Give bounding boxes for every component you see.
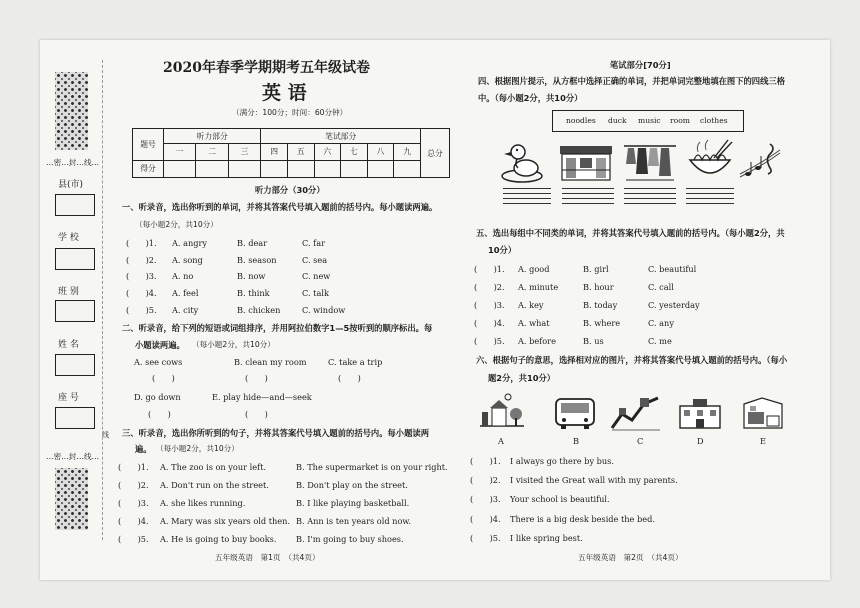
exam-meta: （满分：100分；时间：60分钟）: [232, 108, 348, 117]
score-cell[interactable]: [228, 160, 261, 177]
name-input-box[interactable]: [55, 354, 95, 376]
sentence-a: A. The zoo is on your left.: [160, 462, 267, 472]
answer-bracket[interactable]: ( )1.: [126, 238, 157, 248]
sentence-b: B. The supermarket is on your right.: [296, 462, 448, 472]
option-a: A. city: [172, 305, 199, 315]
answer-bracket[interactable]: ( )3.: [474, 300, 505, 310]
score-label: 得分: [133, 160, 164, 177]
sentence-a: A. Don't run on the street.: [160, 480, 269, 490]
option-b: B. girl: [583, 264, 609, 274]
answer-bracket[interactable]: ( )5.: [118, 534, 149, 544]
great-wall-picture: [610, 394, 662, 432]
order-blank[interactable]: ( ): [148, 409, 171, 419]
score-cell[interactable]: [196, 160, 228, 177]
q1-title: 一、听录音，选出你听到的单词，并将其答案代号填入题前的括号内。每小题读两遍。: [122, 202, 438, 212]
subject-title: 英 语: [262, 82, 307, 104]
question-number: 四: [261, 144, 288, 160]
exam-title: 2020年春季学期期考五年级试卷: [163, 60, 370, 76]
county-label: 县(市): [58, 180, 84, 190]
decorative-pattern: [55, 72, 88, 150]
option-b: B. hour: [583, 282, 614, 292]
question-number: 六: [314, 144, 341, 160]
seal-line-char: 线: [102, 431, 109, 439]
word-option: clothes: [700, 116, 728, 125]
sentence-b: B. Don't play on the street.: [296, 480, 408, 490]
clothing-store-picture: [558, 142, 614, 182]
option-c: C. yesterday: [648, 300, 700, 310]
sentence-b: B. I like playing basketball.: [296, 498, 410, 508]
answer-bracket[interactable]: ( )4.: [118, 516, 149, 526]
word-option: room: [670, 116, 690, 125]
option-a: A. no: [172, 271, 194, 281]
sentence-a: A. she likes running.: [160, 498, 246, 508]
answer-bracket[interactable]: ( )4.: [470, 514, 501, 524]
question-number: 七: [341, 144, 368, 160]
answer-bracket[interactable]: ( )1.: [474, 264, 505, 274]
phrase: C. take a trip: [328, 357, 383, 367]
option-a: A. angry: [172, 238, 208, 248]
q3-title-cont: 遍。: [135, 444, 152, 454]
name-label: 姓 名: [58, 340, 79, 350]
duck-picture: [500, 138, 550, 184]
order-blank[interactable]: ( ): [245, 409, 268, 419]
bus-picture: [553, 396, 597, 430]
phrase: D. go down: [134, 392, 181, 402]
option-c: C. window: [302, 305, 346, 315]
picture-label: A: [498, 436, 504, 446]
option-b: B. dear: [237, 238, 268, 248]
answer-bracket[interactable]: ( )3.: [126, 271, 157, 281]
option-b: B. season: [237, 255, 277, 265]
option-c: C. any: [648, 318, 674, 328]
picture-label: B: [573, 436, 580, 446]
answer-bracket[interactable]: ( )1.: [470, 456, 501, 466]
clothes-rack-picture: [622, 140, 678, 182]
q6-title: 六、根据句子的意思，选择相对应的图片，并将其答案代号填入题前的括号内。（每小: [476, 355, 788, 365]
option-b: B. chicken: [237, 305, 281, 315]
phrase: A. see cows: [134, 357, 183, 367]
answer-bracket[interactable]: ( )2.: [470, 475, 501, 485]
option-c: C. beautiful: [648, 264, 697, 274]
answer-bracket[interactable]: ( )5.: [470, 533, 501, 543]
sentence-b: B. I'm going to buy shoes.: [296, 534, 404, 544]
word-option: noodles: [566, 116, 596, 125]
seal-line-bottom: …密…封…线…: [46, 452, 100, 461]
answer-bracket[interactable]: ( )4.: [474, 318, 505, 328]
q4-title: 四、根据图片提示，从方框中选择正确的单词，并把单词完整地填在图下的四线三格: [478, 76, 785, 86]
option-a: A. feel: [172, 288, 199, 298]
option-c: C. far: [302, 238, 326, 248]
q5-title: 五、选出每组中不同类的单词，并将其答案代号填入题前的括号内。（每小题2分，共: [476, 228, 785, 238]
noodles-picture: [684, 138, 736, 184]
seat-input-box[interactable]: [55, 407, 95, 429]
sentence-b: B. Ann is ten years old now.: [296, 516, 412, 526]
answer-bracket[interactable]: ( )2.: [118, 480, 149, 490]
sentence-a: A. Mary was six years old then.: [160, 516, 291, 526]
answer-bracket[interactable]: ( )3.: [470, 494, 501, 504]
answer-bracket[interactable]: ( )2.: [126, 255, 157, 265]
option-a: A. minute: [518, 282, 559, 292]
music-notes-picture: [738, 140, 782, 182]
school-picture: [677, 396, 723, 430]
page-footer: 五年级英语 第2页 （共4页）: [578, 553, 683, 562]
county-input-box[interactable]: [55, 194, 95, 216]
q3-title: 三、听录音，选出你所听到的句子，并将其答案代号填入题前的括号内。每小题读两: [122, 428, 429, 438]
picture-label: E: [760, 436, 766, 446]
sentence: I visited the Great wall with my parents.: [510, 475, 678, 485]
class-input-box[interactable]: [55, 300, 95, 322]
phrase: B. clean my room: [234, 357, 307, 367]
option-c: C. talk: [302, 288, 329, 298]
word-option: duck: [608, 116, 627, 125]
question-number: 三: [228, 144, 261, 160]
listening-header: 听力部分: [164, 129, 261, 144]
option-a: A. song: [172, 255, 203, 265]
question-number: 八: [367, 144, 394, 160]
score-cell[interactable]: [314, 160, 341, 177]
question-number: 九: [394, 144, 421, 160]
option-b: B. think: [237, 288, 270, 298]
score-cell[interactable]: [394, 160, 421, 177]
score-cell[interactable]: [341, 160, 368, 177]
option-b: B. now: [237, 271, 266, 281]
score-table: [132, 128, 450, 178]
option-b: B. today: [583, 300, 618, 310]
question-number: 五: [287, 144, 314, 160]
option-a: A. key: [518, 300, 544, 310]
option-a: A. good: [518, 264, 550, 274]
picture-label: C: [637, 436, 644, 446]
q5-title-cont: 10分）: [488, 245, 517, 255]
score-cell[interactable]: [287, 160, 314, 177]
sentence: There is a big desk beside the bed.: [510, 514, 655, 524]
word-option: music: [638, 116, 661, 125]
question-number: 一: [164, 144, 196, 160]
order-blank[interactable]: ( ): [245, 373, 268, 383]
sentence: Your school is beautiful.: [510, 494, 610, 504]
answer-bracket[interactable]: ( )5.: [474, 336, 505, 346]
school-input-box[interactable]: [55, 248, 95, 270]
seal-line-top: …密…封…线…: [46, 158, 100, 167]
q2-title: 二、听录音，给下列的短语或词组排序，并用阿拉伯数字1—5按听到的顺序标出。每: [122, 323, 433, 333]
decorative-pattern: [55, 468, 88, 530]
q2-note: （每小题2分，共10分）: [192, 340, 275, 349]
option-c: C. new: [302, 271, 331, 281]
answer-bracket[interactable]: ( )2.: [474, 282, 505, 292]
option-a: A. what: [518, 318, 550, 328]
order-blank[interactable]: ( ): [338, 373, 361, 383]
answer-bracket[interactable]: ( )4.: [126, 288, 157, 298]
sentence: I like spring best.: [510, 533, 583, 543]
park-picture: [478, 392, 526, 430]
option-c: C. me: [648, 336, 672, 346]
page-footer: 五年级英语 第1页 （共4页）: [215, 553, 320, 562]
sentence-a: A. He is going to buy books.: [160, 534, 277, 544]
score-cell[interactable]: [261, 160, 288, 177]
answer-bracket[interactable]: ( )3.: [118, 498, 149, 508]
phrase: E. play hide—and—seek: [212, 392, 312, 402]
q4-title-cont: 中。（每小题2分，共10分）: [478, 93, 583, 103]
order-blank[interactable]: ( ): [152, 373, 175, 383]
written-header: 笔试部分: [261, 129, 421, 144]
option-a: A. before: [518, 336, 556, 346]
option-c: C. call: [648, 282, 674, 292]
class-label: 班 别: [58, 287, 79, 297]
bedroom-picture: [740, 394, 786, 432]
question-no-label: 题号: [133, 129, 164, 161]
question-number: 二: [196, 144, 228, 160]
answer-bracket[interactable]: ( )1.: [118, 462, 149, 472]
option-b: B. us: [583, 336, 604, 346]
q2-title-cont: 小题读两遍。: [135, 340, 185, 350]
school-label: 学 校: [58, 233, 79, 243]
option-b: B. where: [583, 318, 621, 328]
q3-note: （每小题2分，共10分）: [156, 444, 239, 453]
written-section-header: 笔试部分[70分]: [610, 60, 671, 70]
seat-label: 座 号: [58, 393, 79, 403]
listening-section-title: 听力部分（30分）: [255, 185, 325, 195]
binding-line: [102, 60, 103, 540]
score-cell[interactable]: [164, 160, 196, 177]
picture-label: D: [697, 436, 704, 446]
total-label: 总分: [421, 129, 450, 178]
answer-bracket[interactable]: ( )5.: [126, 305, 157, 315]
sentence: I always go there by bus.: [510, 456, 614, 466]
option-c: C. sea: [302, 255, 328, 265]
q1-note: （每小题2分，共10分）: [135, 220, 218, 229]
q6-title-cont: 题2分，共10分）: [488, 373, 556, 383]
score-cell[interactable]: [367, 160, 394, 177]
